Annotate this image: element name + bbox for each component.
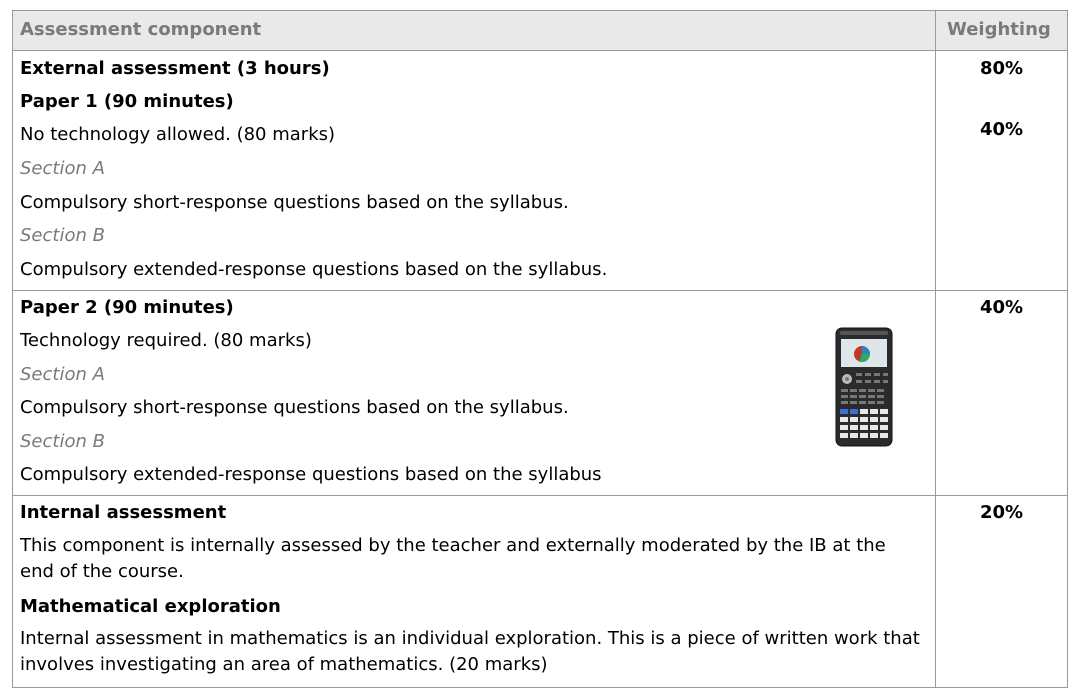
table-row-paper2 bbox=[13, 291, 1067, 496]
paper1-weighting: 40% bbox=[979, 119, 1024, 140]
paper2-weighting: 40% bbox=[979, 297, 1024, 318]
paper2-title: Paper 2 (90 minutes) bbox=[20, 297, 234, 318]
exploration-desc: Internal assessment in mathematics is an individual exploration. This is a piece of written work that involves investigating an area of mathematics. (20 marks) bbox=[20, 628, 920, 675]
paper1-desc: No technology allowed. (80 marks) bbox=[20, 124, 336, 145]
table-row-external bbox=[13, 51, 1067, 291]
paper2-desc: Technology required. (80 marks) bbox=[20, 330, 312, 351]
graphing-calculator-icon bbox=[835, 327, 893, 447]
paper2-section-b-desc: Compulsory extended-response questions based on the syllabus bbox=[20, 464, 602, 485]
internal-title: Internal assessment bbox=[20, 502, 227, 523]
internal-desc: This component is internally assessed by the teacher and externally moderated by the IB at the end of the course. bbox=[20, 535, 886, 582]
external-weighting: 80% bbox=[979, 58, 1024, 79]
table-header bbox=[13, 11, 1067, 51]
header-component: Assessment component bbox=[20, 19, 262, 40]
paper1-section-b-desc: Compulsory extended-response questions based on the syllabus. bbox=[20, 259, 608, 280]
paper1-section-a: Section A bbox=[20, 158, 105, 179]
exploration-title: Mathematical exploration bbox=[20, 596, 281, 617]
header-weighting: Weighting bbox=[947, 19, 1051, 40]
paper1-title: Paper 1 (90 minutes) bbox=[20, 91, 234, 112]
paper2-section-b: Section B bbox=[20, 431, 105, 452]
external-title: External assessment (3 hours) bbox=[20, 58, 330, 79]
paper2-section-a-desc: Compulsory short-response questions based on the syllabus. bbox=[20, 397, 569, 418]
paper1-section-a-desc: Compulsory short-response questions based on the syllabus. bbox=[20, 192, 569, 213]
assessment-table bbox=[12, 10, 1068, 688]
internal-weighting: 20% bbox=[979, 502, 1024, 523]
paper2-section-a: Section A bbox=[20, 364, 105, 385]
table-row-internal bbox=[13, 496, 1067, 687]
paper1-section-b: Section B bbox=[20, 225, 105, 246]
